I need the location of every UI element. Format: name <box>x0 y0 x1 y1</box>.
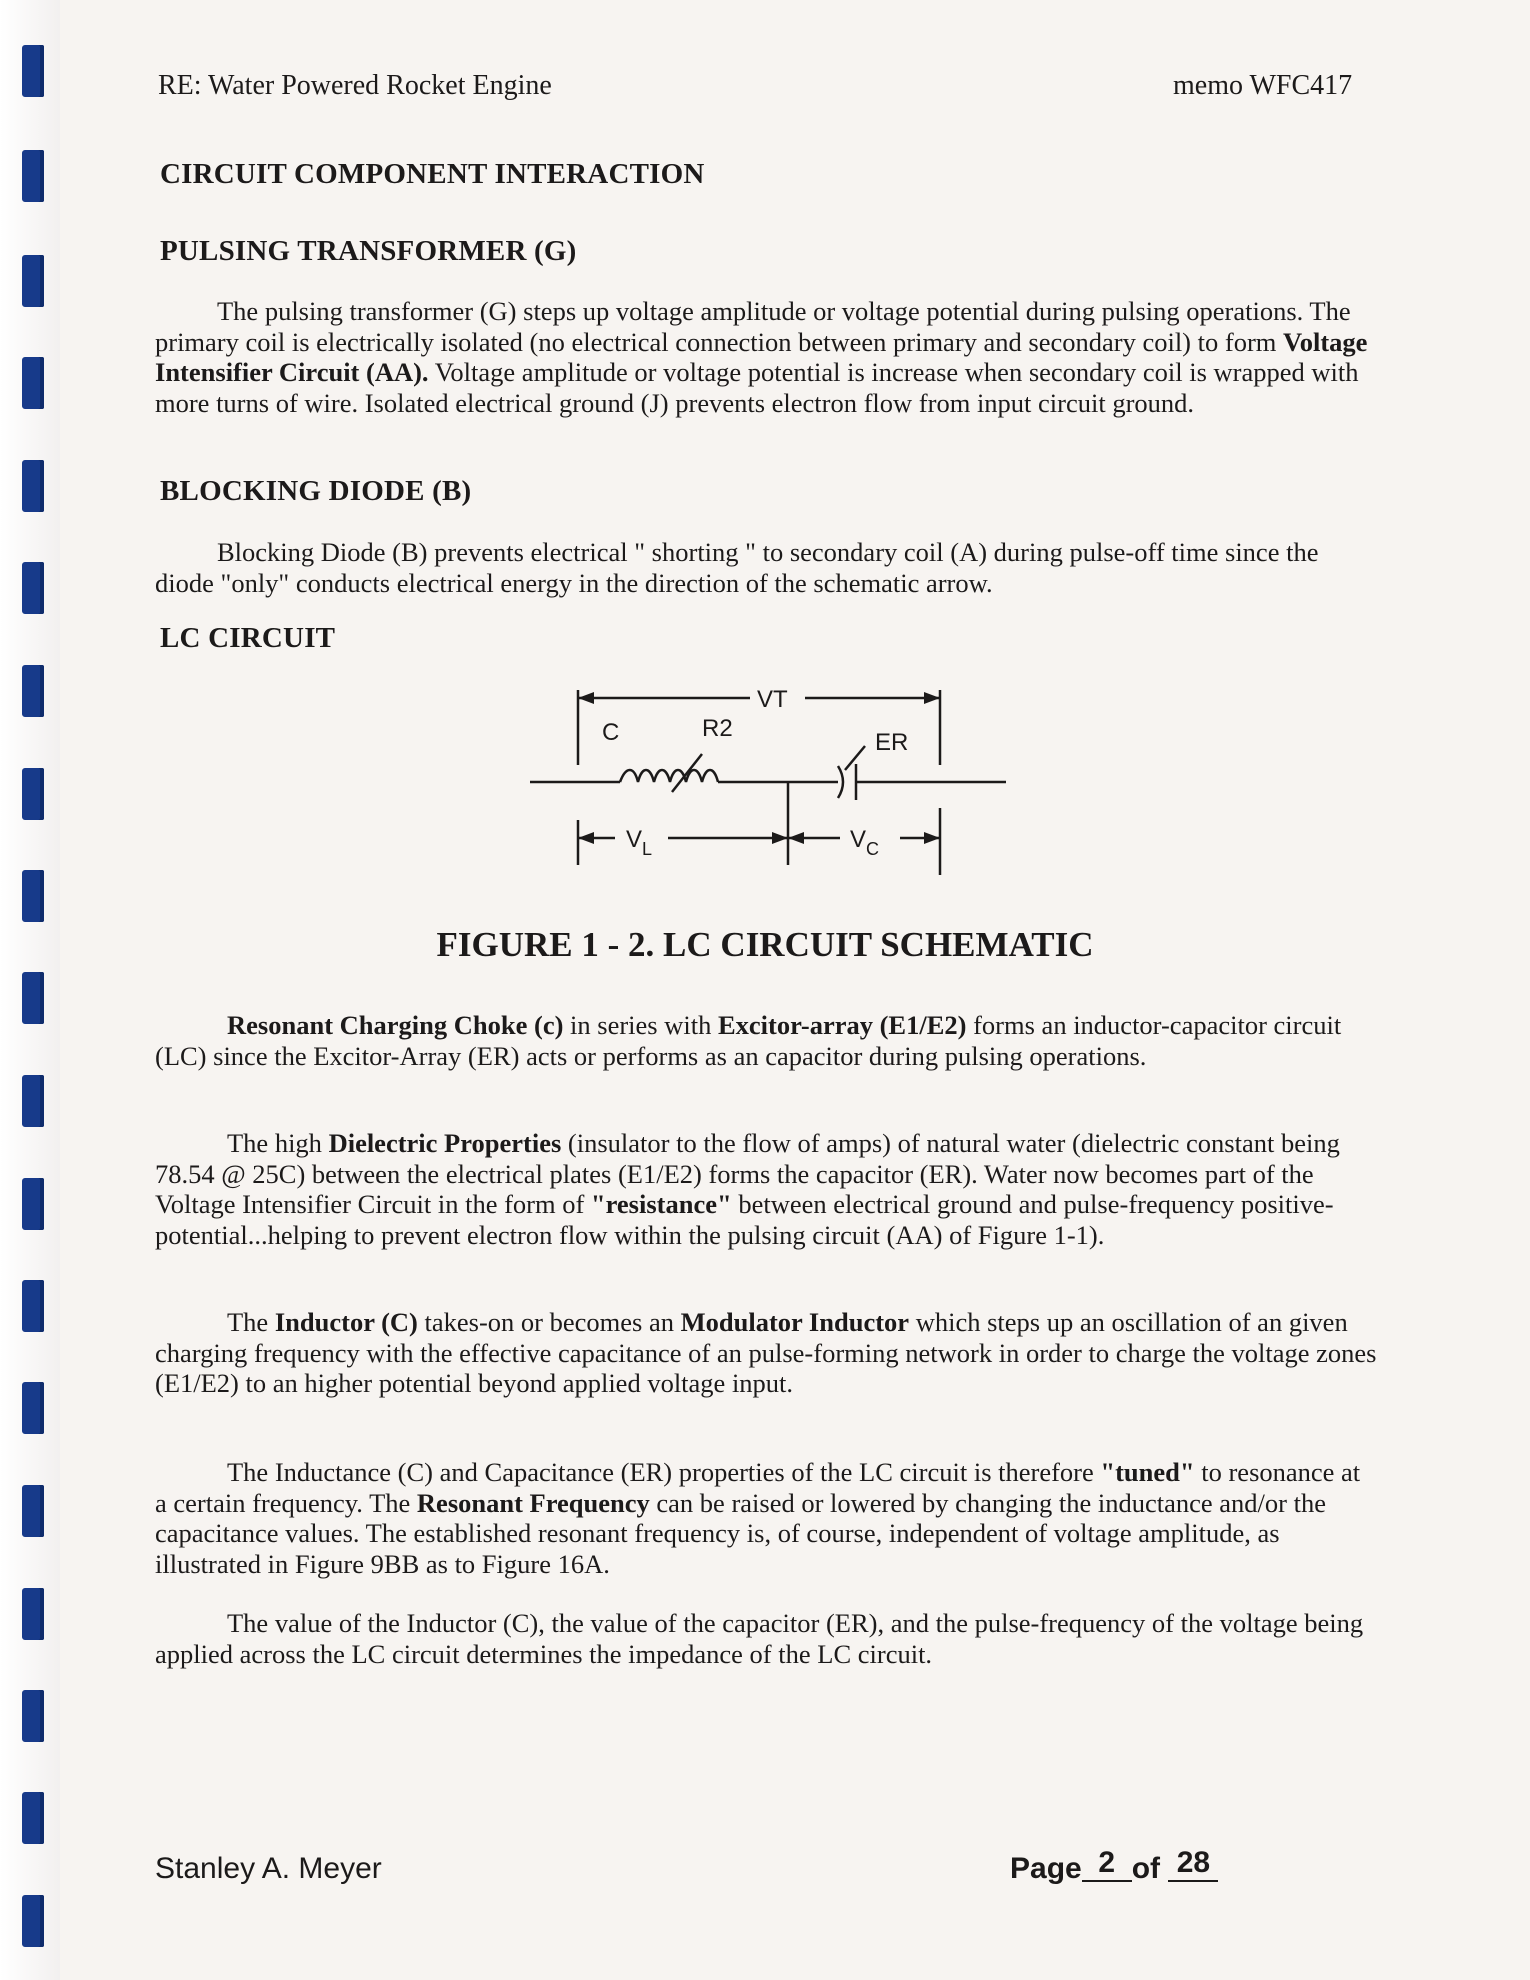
binding-ring <box>22 1178 44 1230</box>
header-memo-id: memo WFC417 <box>1173 70 1353 101</box>
paragraph-pulsing-transformer: The pulsing transformer (G) steps up voltage amplitude or voltage potential during pulsing operations. The primary coil is electrically isolated (no electrical connection between primary and secondary coil) to form Voltage Intensifier Circuit (AA). Voltage amplitude or voltage potential is increase when secondary coil is wrapped with more turns of wire. Isolated electrical ground (J) prevents electron flow from input circuit ground. <box>155 296 1368 418</box>
spiral-binding <box>0 0 60 1980</box>
paragraph-modulator-inductor: The Inductor (C) takes-on or becomes an Modulator Inductor which steps up an oscillation of an given charging frequency with the effective capacitance of an pulse-forming network in order to charge the voltage zones (E1/E2) to an higher potential beyond applied voltage input. <box>155 1307 1377 1398</box>
label-r2: R2 <box>702 715 733 742</box>
header-subject: RE: Water Powered Rocket Engine <box>158 70 552 101</box>
section-heading-pulsing-transformer: PULSING TRANSFORMER (G) <box>160 235 577 267</box>
binding-ring <box>22 665 44 717</box>
label-c: C <box>602 719 620 746</box>
figure-caption: FIGURE 1 - 2. LC CIRCUIT SCHEMATIC <box>436 925 1094 964</box>
label-er: ER <box>875 729 909 756</box>
binding-ring <box>22 1075 44 1127</box>
binding-ring <box>22 1382 44 1434</box>
binding-ring <box>22 150 44 202</box>
binding-ring <box>22 1690 44 1742</box>
section-heading-blocking-diode: BLOCKING DIODE (B) <box>160 475 472 507</box>
binding-ring <box>22 1792 44 1844</box>
main-heading: CIRCUIT COMPONENT INTERACTION <box>160 158 705 190</box>
paragraph-resonant-frequency: The Inductance (C) and Capacitance (ER) properties of the LC circuit is therefore "tuned" to resonance at a certain frequency. The Resonant Frequency can be raised or lowered by changing the inductance and/or the capacitance values. The established resonant frequency is, of course, independent of voltage amplitude, as illustrated in Figure 9BB as to Figure 16A. <box>155 1457 1361 1579</box>
paragraph-blocking-diode: Blocking Diode (B) prevents electrical " shorting " to secondary coil (A) during pulse-off time since the diode "only" conducts electrical energy in the direction of the schematic arrow. <box>155 537 1319 598</box>
label-vl: $V_L$ <box>626 826 653 859</box>
section-heading-lc-circuit: LC CIRCUIT <box>160 622 336 654</box>
paragraph-dielectric-properties: The high Dielectric Properties (insulator to the flow of amps) of natural water (dielectric constant being 78.54 @ 25C) between the electrical plates (E1/E2) forms the capacitor (ER). Water now becomes part of the Voltage Intensifier Circuit in the form of "resistance" between electrical ground and pulse-frequency positive-potential...helping to prevent electron flow within the pulsing circuit (AA) of Figure 1-1). <box>155 1128 1340 1250</box>
footer-page-number: Page 2 of 28 <box>1010 1852 1218 1888</box>
binding-ring <box>22 255 44 307</box>
paragraph-resonant-charging-choke: Resonant Charging Choke (c) in series with Excitor-array (E1/E2) forms an inductor-capacitor circuit (LC) since the Excitor-Array (ER) acts or performs as an capacitor during pulsing operations. <box>155 1010 1342 1071</box>
binding-ring <box>22 357 44 409</box>
binding-ring <box>22 1280 44 1332</box>
footer-author: Stanley A. Meyer <box>155 1852 382 1885</box>
binding-ring <box>22 460 44 512</box>
binding-ring <box>22 768 44 820</box>
binding-ring <box>22 45 44 97</box>
binding-ring <box>22 562 44 614</box>
binding-ring <box>22 1895 44 1947</box>
binding-ring <box>22 1588 44 1640</box>
binding-ring <box>22 1485 44 1537</box>
label-vc: $V_C$ <box>850 826 880 859</box>
binding-ring <box>22 972 44 1024</box>
lc-circuit-schematic <box>520 670 1020 890</box>
paragraph-impedance: The value of the Inductor (C), the value of the capacitor (ER), and the pulse-frequency of the voltage being applied across the LC circuit determines the impedance of the LC circuit. <box>155 1608 1364 1669</box>
label-vt: VT <box>757 686 788 713</box>
binding-ring <box>22 870 44 922</box>
